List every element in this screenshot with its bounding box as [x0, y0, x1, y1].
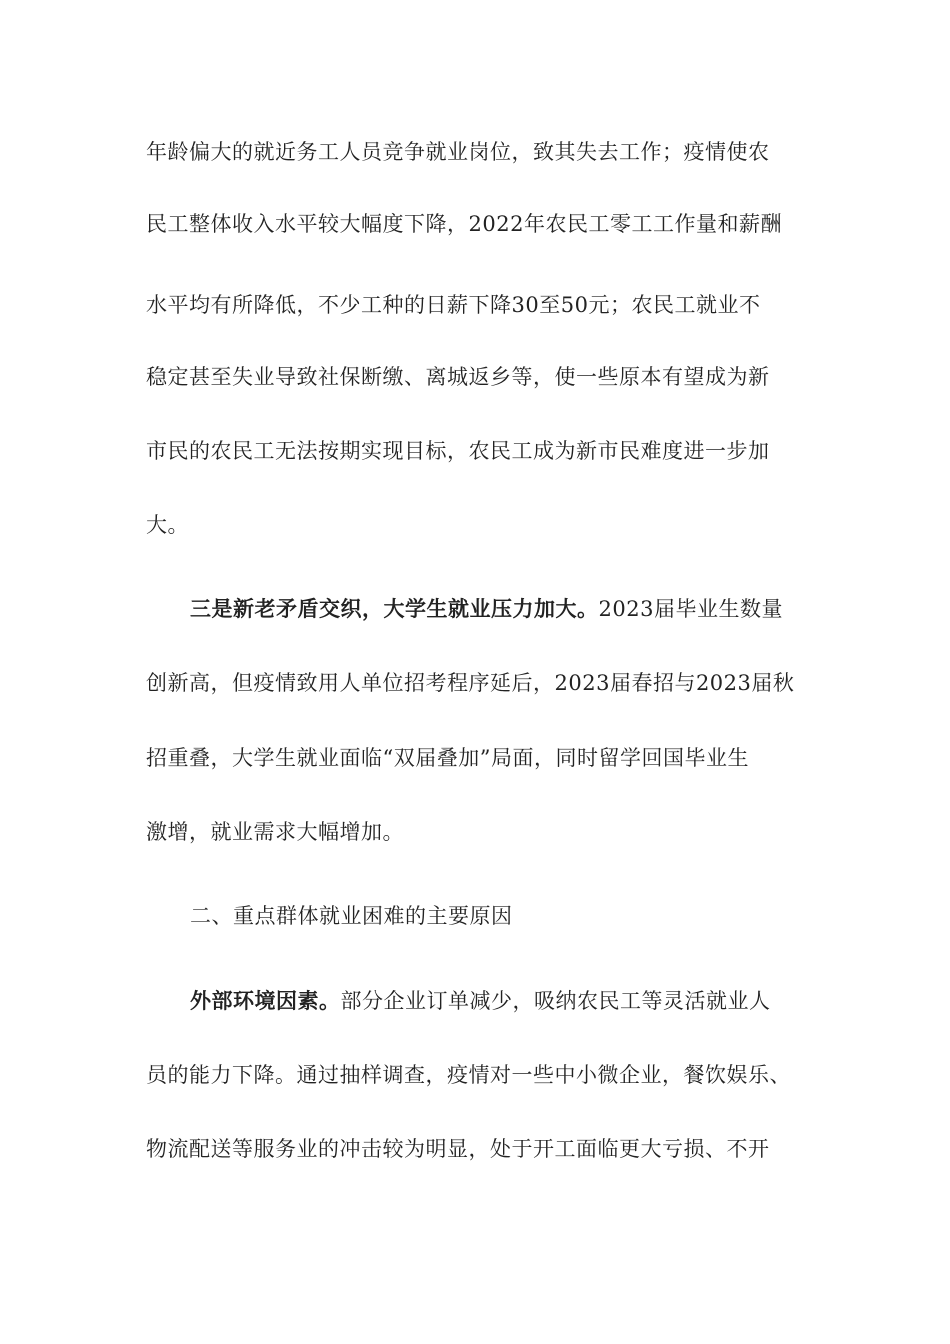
paragraph-line: 激增，就业需求大幅增加。	[146, 820, 404, 844]
paragraph-line: 员的能力下降。通过抽样调查，疫情对一些中小微企业，餐饮娱乐、	[146, 1063, 791, 1087]
section-heading: 二、重点群体就业困难的主要原因	[190, 904, 513, 928]
paragraph-line: 水平均有所降低，不少工种的日薪下降30至50元；农民工就业不	[146, 293, 761, 317]
paragraph-line: 民工整体收入水平较大幅度下降，2022年农民工零工工作量和薪酬	[146, 212, 782, 236]
paragraph-first-line	[190, 594, 783, 624]
paragraph-line: 稳定甚至失业导致社保断缴、离城返乡等，使一些原本有望成为新	[146, 365, 770, 389]
paragraph-text: 部分企业订单减少，吸纳农民工等灵活就业人	[340, 989, 771, 1013]
paragraph-first-line	[190, 986, 771, 1016]
paragraph-line: 创新高，但疫情致用人单位招考程序延后，2023届春招与2023届秋	[146, 671, 795, 695]
paragraph-line: 大。	[146, 513, 189, 537]
paragraph-line: 年龄偏大的就近务工人员竞争就业岗位，致其失去工作；疫情使农	[146, 140, 770, 164]
paragraph-heading: 外部环境因素。	[190, 988, 341, 1013]
paragraph-line: 物流配送等服务业的冲击较为明显，处于开工面临更大亏损、不开	[146, 1137, 770, 1161]
paragraph-text: 2023届毕业生数量	[598, 597, 783, 621]
paragraph-heading: 三是新老矛盾交织，大学生就业压力加大。	[190, 596, 599, 621]
paragraph-line: 招重叠，大学生就业面临“双届叠加”局面，同时留学回国毕业生	[146, 746, 749, 770]
paragraph-line: 市民的农民工无法按期实现目标，农民工成为新市民难度进一步加	[146, 439, 770, 463]
